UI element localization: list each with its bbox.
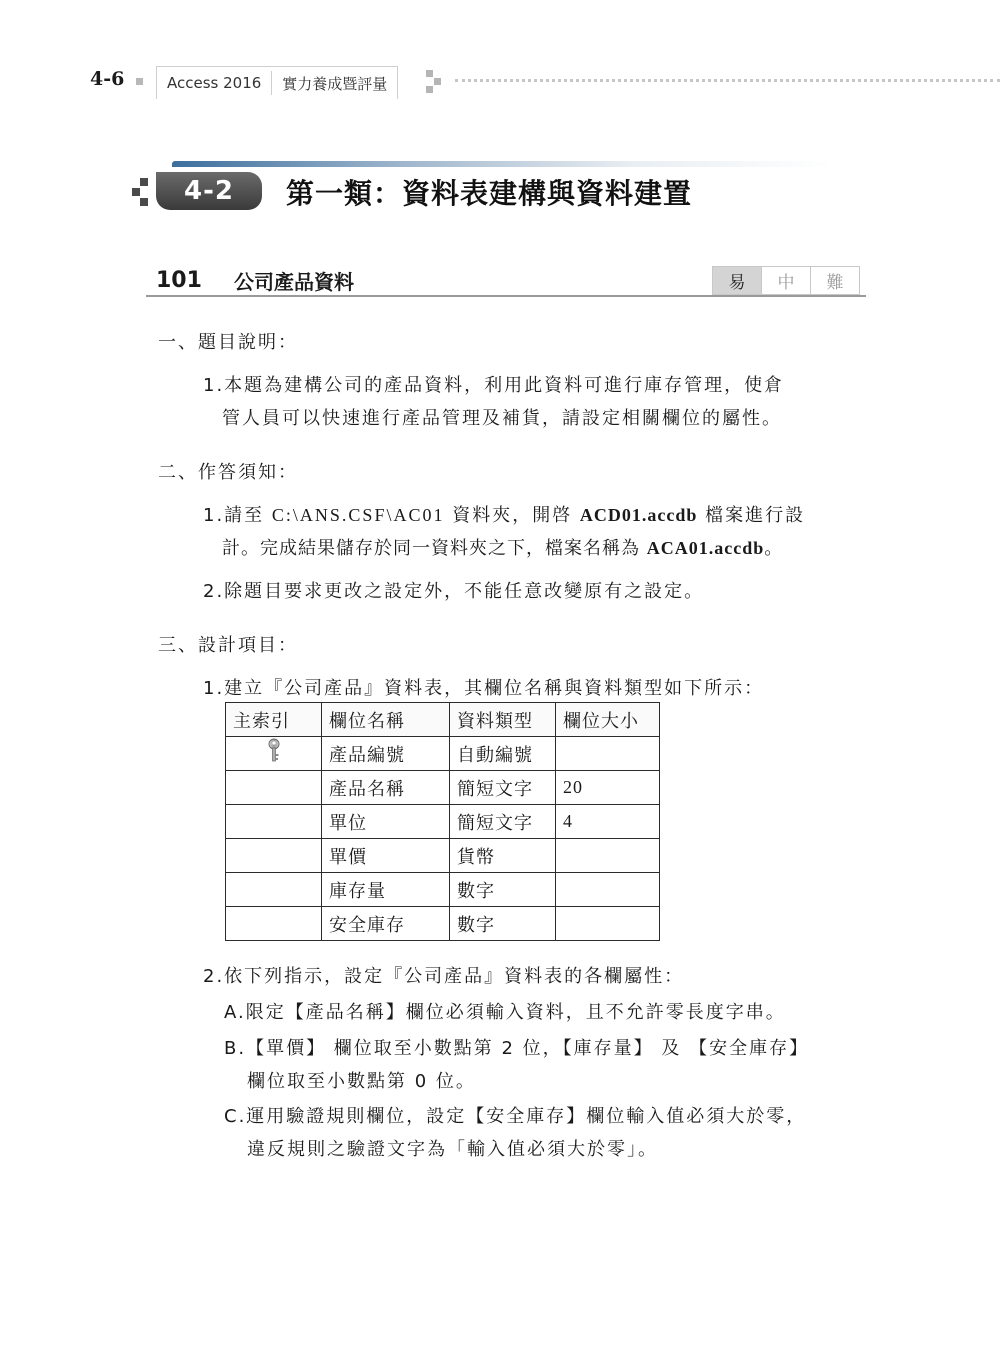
part3-item-c-line1: C.運用驗證規則欄位，設定【安全庫存】欄位輸入值必須大於零， (224, 1106, 807, 1127)
field-size-cell (556, 873, 660, 907)
primary-key-cell (226, 907, 322, 941)
part2-item1-text-c: 檔案進行設 (697, 505, 806, 526)
primary-key-cell (226, 805, 322, 839)
primary-key-cell (226, 737, 322, 771)
table-row (226, 805, 660, 839)
table-row (226, 839, 660, 873)
section-title: 第一類：資料表建構與資料建置 (286, 177, 693, 210)
question-number: 101 (156, 268, 202, 293)
part3-item1: 1.建立『公司產品』資料表，其欄位名稱與資料類型如下所示： (203, 678, 765, 699)
field-size-cell (556, 839, 660, 873)
difficulty-medium: 中 (761, 267, 810, 294)
part3-item2: 2.依下列指示，設定『公司產品』資料表的各欄屬性： (203, 966, 685, 987)
field-size-cell: 20 (556, 771, 660, 805)
part3-item-b-line1: B.【單價】 欄位取至小數點第 2 位，【庫存量】 及 【安全庫存】 (224, 1038, 810, 1059)
part2-item1-line1 (203, 501, 805, 527)
table-header-row (226, 703, 660, 737)
field-size-cell (556, 907, 660, 941)
primary-key-cell (226, 873, 322, 907)
section-pixel-ornament (132, 178, 154, 206)
difficulty-easy: 易 (713, 267, 761, 294)
part2-item1-line2 (222, 534, 783, 560)
header-field-name: 欄位名稱 (322, 703, 450, 737)
header-data-type: 資料類型 (450, 703, 556, 737)
field-name-cell: 產品編號 (322, 737, 450, 771)
part3-item-c-line2: 違反規則之驗證文字為「輸入值必須大於零」。 (247, 1139, 658, 1160)
field-name-cell: 安全庫存 (322, 907, 450, 941)
running-header-box (156, 66, 398, 99)
table-row (226, 771, 660, 805)
difficulty-hard: 難 (810, 267, 859, 294)
section-number-badge: 4-2 (156, 172, 262, 210)
part2-heading: 二、作答須知： (158, 462, 298, 483)
folder-path: C:\ANS.CSF\AC01 (271, 505, 445, 525)
part2-item1-text-b: 資料夾，開啓 (444, 505, 580, 526)
primary-key-cell (226, 771, 322, 805)
part3-item-b-line2: 欄位取至小數點第 0 位。 (247, 1071, 476, 1092)
part3-heading: 三、設計項目： (158, 635, 298, 656)
field-name-cell: 庫存量 (322, 873, 450, 907)
data-type-cell: 簡短文字 (450, 771, 556, 805)
question-underline (146, 295, 866, 297)
data-type-cell: 自動編號 (450, 737, 556, 771)
data-type-cell: 數字 (450, 907, 556, 941)
header-pixel-ornament (426, 70, 446, 96)
part2-item1-line2-text-a: 計。完成結果儲存於同一資料夾之下，檔案名稱為 (222, 538, 647, 559)
part2-item2: 2.除題目要求更改之設定外，不能任意改變原有之設定。 (203, 581, 705, 602)
data-type-cell: 數字 (450, 873, 556, 907)
part2-item1-text-a: 1.請至 (203, 505, 272, 526)
table-row (226, 873, 660, 907)
part1-item1-line2: 管人員可以快速進行產品管理及補貨，請設定相關欄位的屬性。 (222, 408, 782, 429)
table-row (226, 737, 660, 771)
data-type-cell: 簡短文字 (450, 805, 556, 839)
part2-item1-line2-text-b: 。 (764, 538, 784, 559)
field-size-cell (556, 737, 660, 771)
field-name-cell: 產品名稱 (322, 771, 450, 805)
header-primary-key: 主索引 (226, 703, 322, 737)
primary-key-cell (226, 839, 322, 873)
header-dotted-rule (455, 79, 1000, 82)
part1-item1-line1: 1.本題為建構公司的產品資料，利用此資料可進行庫存管理，使倉 (203, 375, 785, 396)
table-row (226, 907, 660, 941)
field-name-cell: 單位 (322, 805, 450, 839)
field-definition-table (225, 702, 660, 941)
book-subtitle: 實力養成暨評量 (282, 74, 388, 93)
field-name-cell: 單價 (322, 839, 450, 873)
key-icon (266, 738, 282, 764)
header-field-size: 欄位大小 (556, 703, 660, 737)
part1-heading: 一、題目說明： (158, 332, 298, 353)
part3-item-a: A.限定【產品名稱】欄位必須輸入資料，且不允許零長度字串。 (224, 1002, 786, 1023)
data-type-cell: 貨幣 (450, 839, 556, 873)
book-title: Access 2016 (167, 74, 262, 92)
field-size-cell: 4 (556, 805, 660, 839)
section-gradient-bar (172, 161, 832, 167)
question-title: 公司產品資料 (234, 270, 354, 294)
header-square-ornament (136, 78, 143, 85)
source-filename: ACD01.accdb (579, 505, 698, 525)
difficulty-indicator (712, 266, 860, 295)
answer-filename: ACA01.accdb (646, 538, 765, 558)
page-number: 4-6 (90, 68, 125, 90)
